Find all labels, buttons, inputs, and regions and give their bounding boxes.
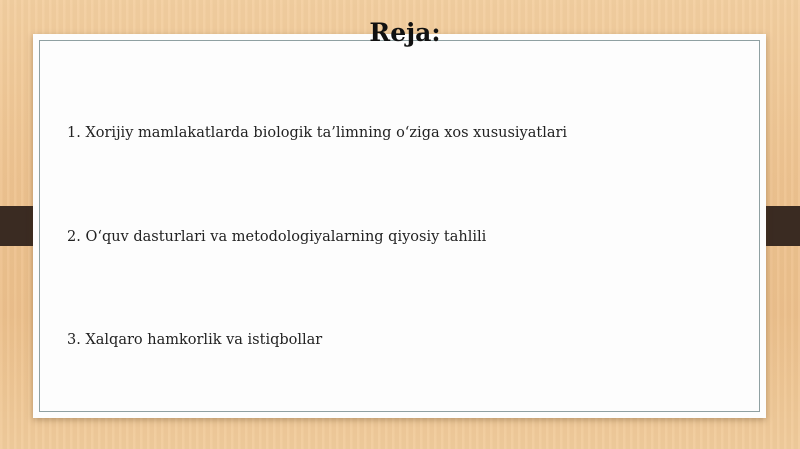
plan-item-3: 3. Xalqaro hamkorlik va istiqbollar (67, 332, 323, 348)
plan-item-2: 2. O‘quv dasturlari va metodologiyalarning qiyosiy tahlili (67, 229, 487, 245)
content-card (33, 34, 766, 418)
slide-title: Reja: (369, 18, 441, 47)
card-inner-border (39, 40, 760, 412)
plan-item-1: 1. Xorijiy mamlakatlarda biologik ta’limning o‘ziga xos xususiyatlari (67, 125, 568, 141)
